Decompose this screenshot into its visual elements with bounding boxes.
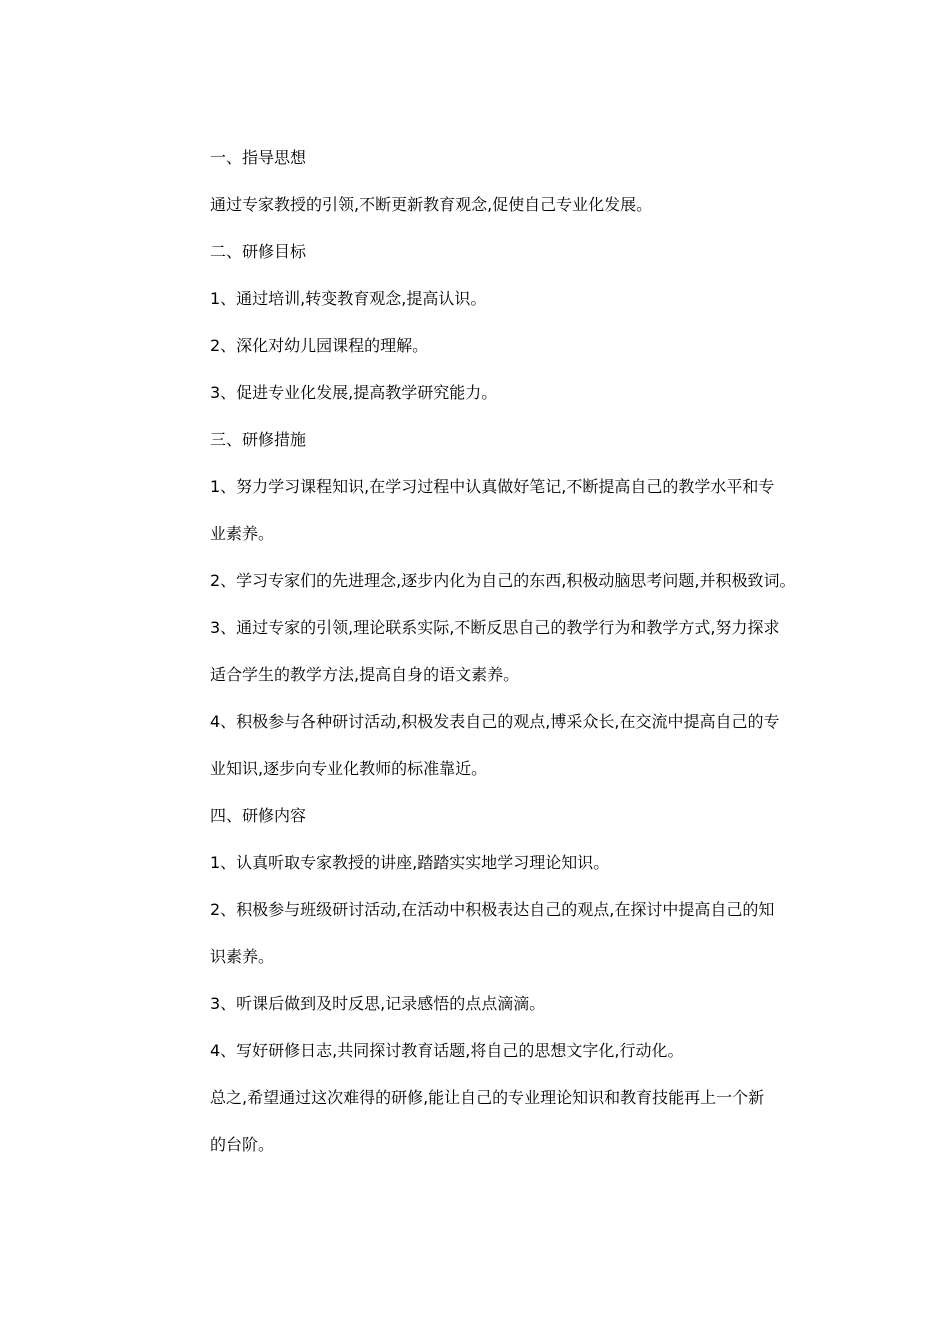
measure-item-1: 1、努力学习课程知识,在学习过程中认真做好笔记,不断提高自己的教学水平和专 <box>210 477 775 496</box>
content-item-3: 3、听课后做到及时反思,记录感悟的点点滴滴。 <box>210 994 546 1013</box>
content-item-4: 4、写好研修日志,共同探讨教育话题,将自己的思想文字化,行动化。 <box>210 1041 684 1060</box>
section-heading-measures: 三、研修措施 <box>210 430 307 449</box>
section-heading-guiding-ideology: 一、指导思想 <box>210 148 307 167</box>
measure-item-1-continued: 业素养。 <box>210 524 275 543</box>
measure-item-4-continued: 业知识,逐步向专业化教师的标准靠近。 <box>210 759 488 778</box>
conclusion-paragraph: 总之,希望通过这次难得的研修,能让自己的专业理论知识和教育技能再上一个新 <box>210 1088 765 1107</box>
measure-item-2: 2、学习专家们的先进理念,逐步内化为自己的东西,积极动脑思考问题,并积极致词。 <box>210 571 796 590</box>
content-item-1: 1、认真听取专家教授的讲座,踏踏实实地学习理论知识。 <box>210 853 610 872</box>
paragraph-line: 通过专家教授的引领,不断更新教育观念,促使自己专业化发展。 <box>210 195 653 214</box>
goal-item-2: 2、深化对幼儿园课程的理解。 <box>210 336 429 355</box>
goal-item-3: 3、促进专业化发展,提高教学研究能力。 <box>210 383 498 402</box>
content-item-2-continued: 识素养。 <box>210 947 275 966</box>
measure-item-4: 4、积极参与各种研讨活动,积极发表自己的观点,博采众长,在交流中提高自己的专 <box>210 712 780 731</box>
section-heading-goals: 二、研修目标 <box>210 242 307 261</box>
measure-item-3: 3、通过专家的引领,理论联系实际,不断反思自己的教学行为和教学方式,努力探求 <box>210 618 780 637</box>
content-item-2: 2、积极参与班级研讨活动,在活动中积极表达自己的观点,在探讨中提高自己的知 <box>210 900 775 919</box>
measure-item-3-continued: 适合学生的教学方法,提高自身的语文素养。 <box>210 665 520 684</box>
document-body <box>210 134 830 1168</box>
conclusion-paragraph-continued: 的台阶。 <box>210 1135 275 1154</box>
goal-item-1: 1、通过培训,转变教育观念,提高认识。 <box>210 289 487 308</box>
section-heading-content: 四、研修内容 <box>210 806 307 825</box>
